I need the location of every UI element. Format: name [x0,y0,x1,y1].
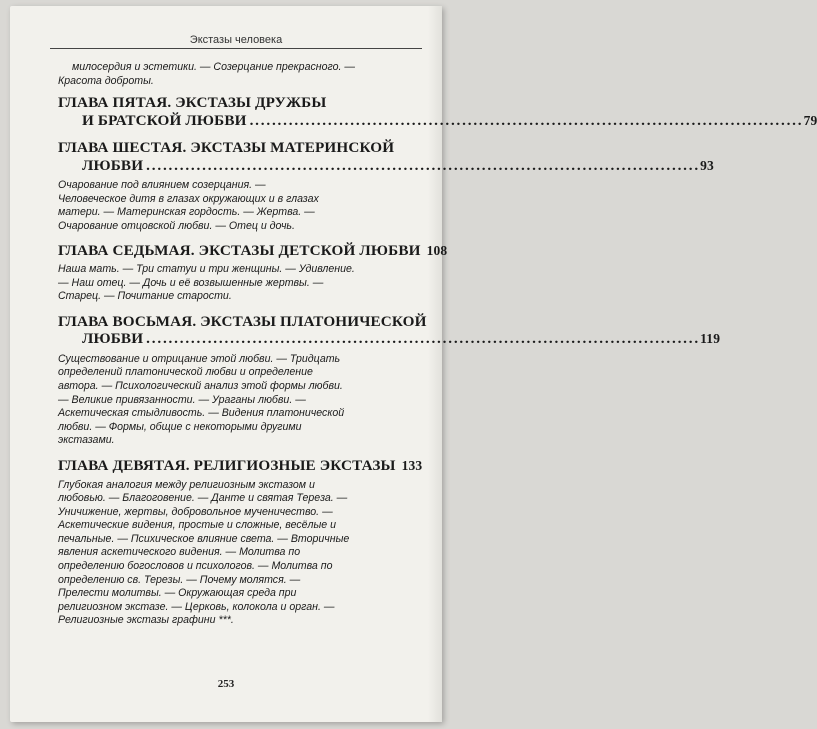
chapter-page-number: 119 [700,331,721,347]
description-line: явления аскетического видения. — Молитва по [58,546,301,559]
chapter-title-line: ГЛАВА ШЕСТАЯ. ЭКСТАЗЫ МАТЕРИНСКОЙ [58,139,395,157]
chapter-title-line: ЛЮБВИ [82,330,144,348]
description-line: любовью. — Благоговение. — Данте и святая Тереза. — [58,492,348,505]
description-line: Очарование под влиянием созерцания. — [58,179,266,192]
description-line: определению св. Терезы. — Почему молятся. — [58,573,301,586]
description-line: матери. — Материнская гордость. — Жертва. — [58,206,315,219]
description-line: — Наш отец. — Дочь и её возвышенные жертвы. — [58,276,324,289]
chapter-page-number: 93 [700,157,714,173]
chapter-title-line: ГЛАВА ПЯТАЯ. ЭКСТАЗЫ ДРУЖБЫ [58,94,327,112]
description-line: Религиозные экстазы графини ***. [58,614,234,627]
chapter-title-line: ГЛАВА СЕДЬМАЯ. ЭКСТАЗЫ ДЕТСКОЙ ЛЮБВИ [58,241,421,259]
description-line: автора. — Психологический анализ этой формы любви. [58,380,343,393]
description-line: Прелести молитвы. — Окружающая среда при [58,587,297,600]
chapter-page-number: 133 [401,458,423,473]
chapter-title-line: И БРАТСКОЙ ЛЮБВИ [82,111,247,129]
description-line: печальные. — Психическое влияние света. — Вторичные [58,532,350,545]
description-line: любви. — Формы, общие с некоторыми другими [58,420,302,433]
description-line: Уничижение, жертвы, добровольное мученичество. — [58,505,333,518]
description-line: Аскетические видения, простые и сложные, весёлые и [58,519,337,532]
description-line: определению богословов и психологов. — Молитва по [58,560,333,573]
description-line: религиозном экстазе. — Церковь, колокола и орган. — [58,600,335,613]
chapter-8-heading[interactable] [58,312,721,348]
chapter-5-heading[interactable] [58,94,817,129]
leader-dots [146,157,697,175]
page-number: 253 [217,678,235,690]
description-line: Очарование отцовской любви. — Отец и дочь. [58,219,295,232]
chapter-9-heading[interactable] [58,457,423,475]
intro-description [58,61,400,88]
description-line: Старец. — Почитание старости. [58,290,232,303]
chapter-9-description [58,479,400,629]
intro-line: Красота доброты. [58,74,154,87]
chapter-6-description [58,179,400,233]
chapter-page-number: 79 [803,112,817,128]
description-line: определений платонической любви и определение [58,366,313,379]
chapter-title-line: ГЛАВА ДЕВЯТАЯ. РЕЛИГИОЗНЫЕ ЭКСТАЗЫ [58,457,396,474]
book-page [10,6,817,722]
chapter-title-line: ЛЮБВИ [82,156,144,174]
chapter-7-heading[interactable] [58,241,448,260]
chapter-7-description [58,263,400,304]
table-of-contents [58,61,817,628]
leader-dots [146,330,697,348]
description-line: Аскетическая стыдливость. — Видения платонической [58,407,345,420]
running-head: Экстазы человека [50,34,422,49]
chapter-6-heading[interactable] [58,139,714,174]
description-line: Существование и отрицание этой любви. — Тридцать [58,352,341,365]
intro-line: милосердия и эстетики. — Созерцание прекрасного. — [72,61,355,73]
description-line: Человеческое дитя в глазах окружающих и в глазах [58,192,319,205]
chapter-page-number: 108 [426,242,448,258]
description-line: Глубокая аналогия между религиозным экстазом и [58,478,315,491]
description-line: экстазами. [58,434,115,447]
description-line: Наша мать. — Три статуи и три женщины. — Удивление. [58,263,355,276]
leader-dots [250,112,801,130]
chapter-8-description [58,353,400,448]
description-line: — Великие привязанности. — Ураганы любви. — [58,393,306,406]
chapter-title-line: ГЛАВА ВОСЬМАЯ. ЭКСТАЗЫ ПЛАТОНИЧЕСКОЙ [58,312,427,330]
